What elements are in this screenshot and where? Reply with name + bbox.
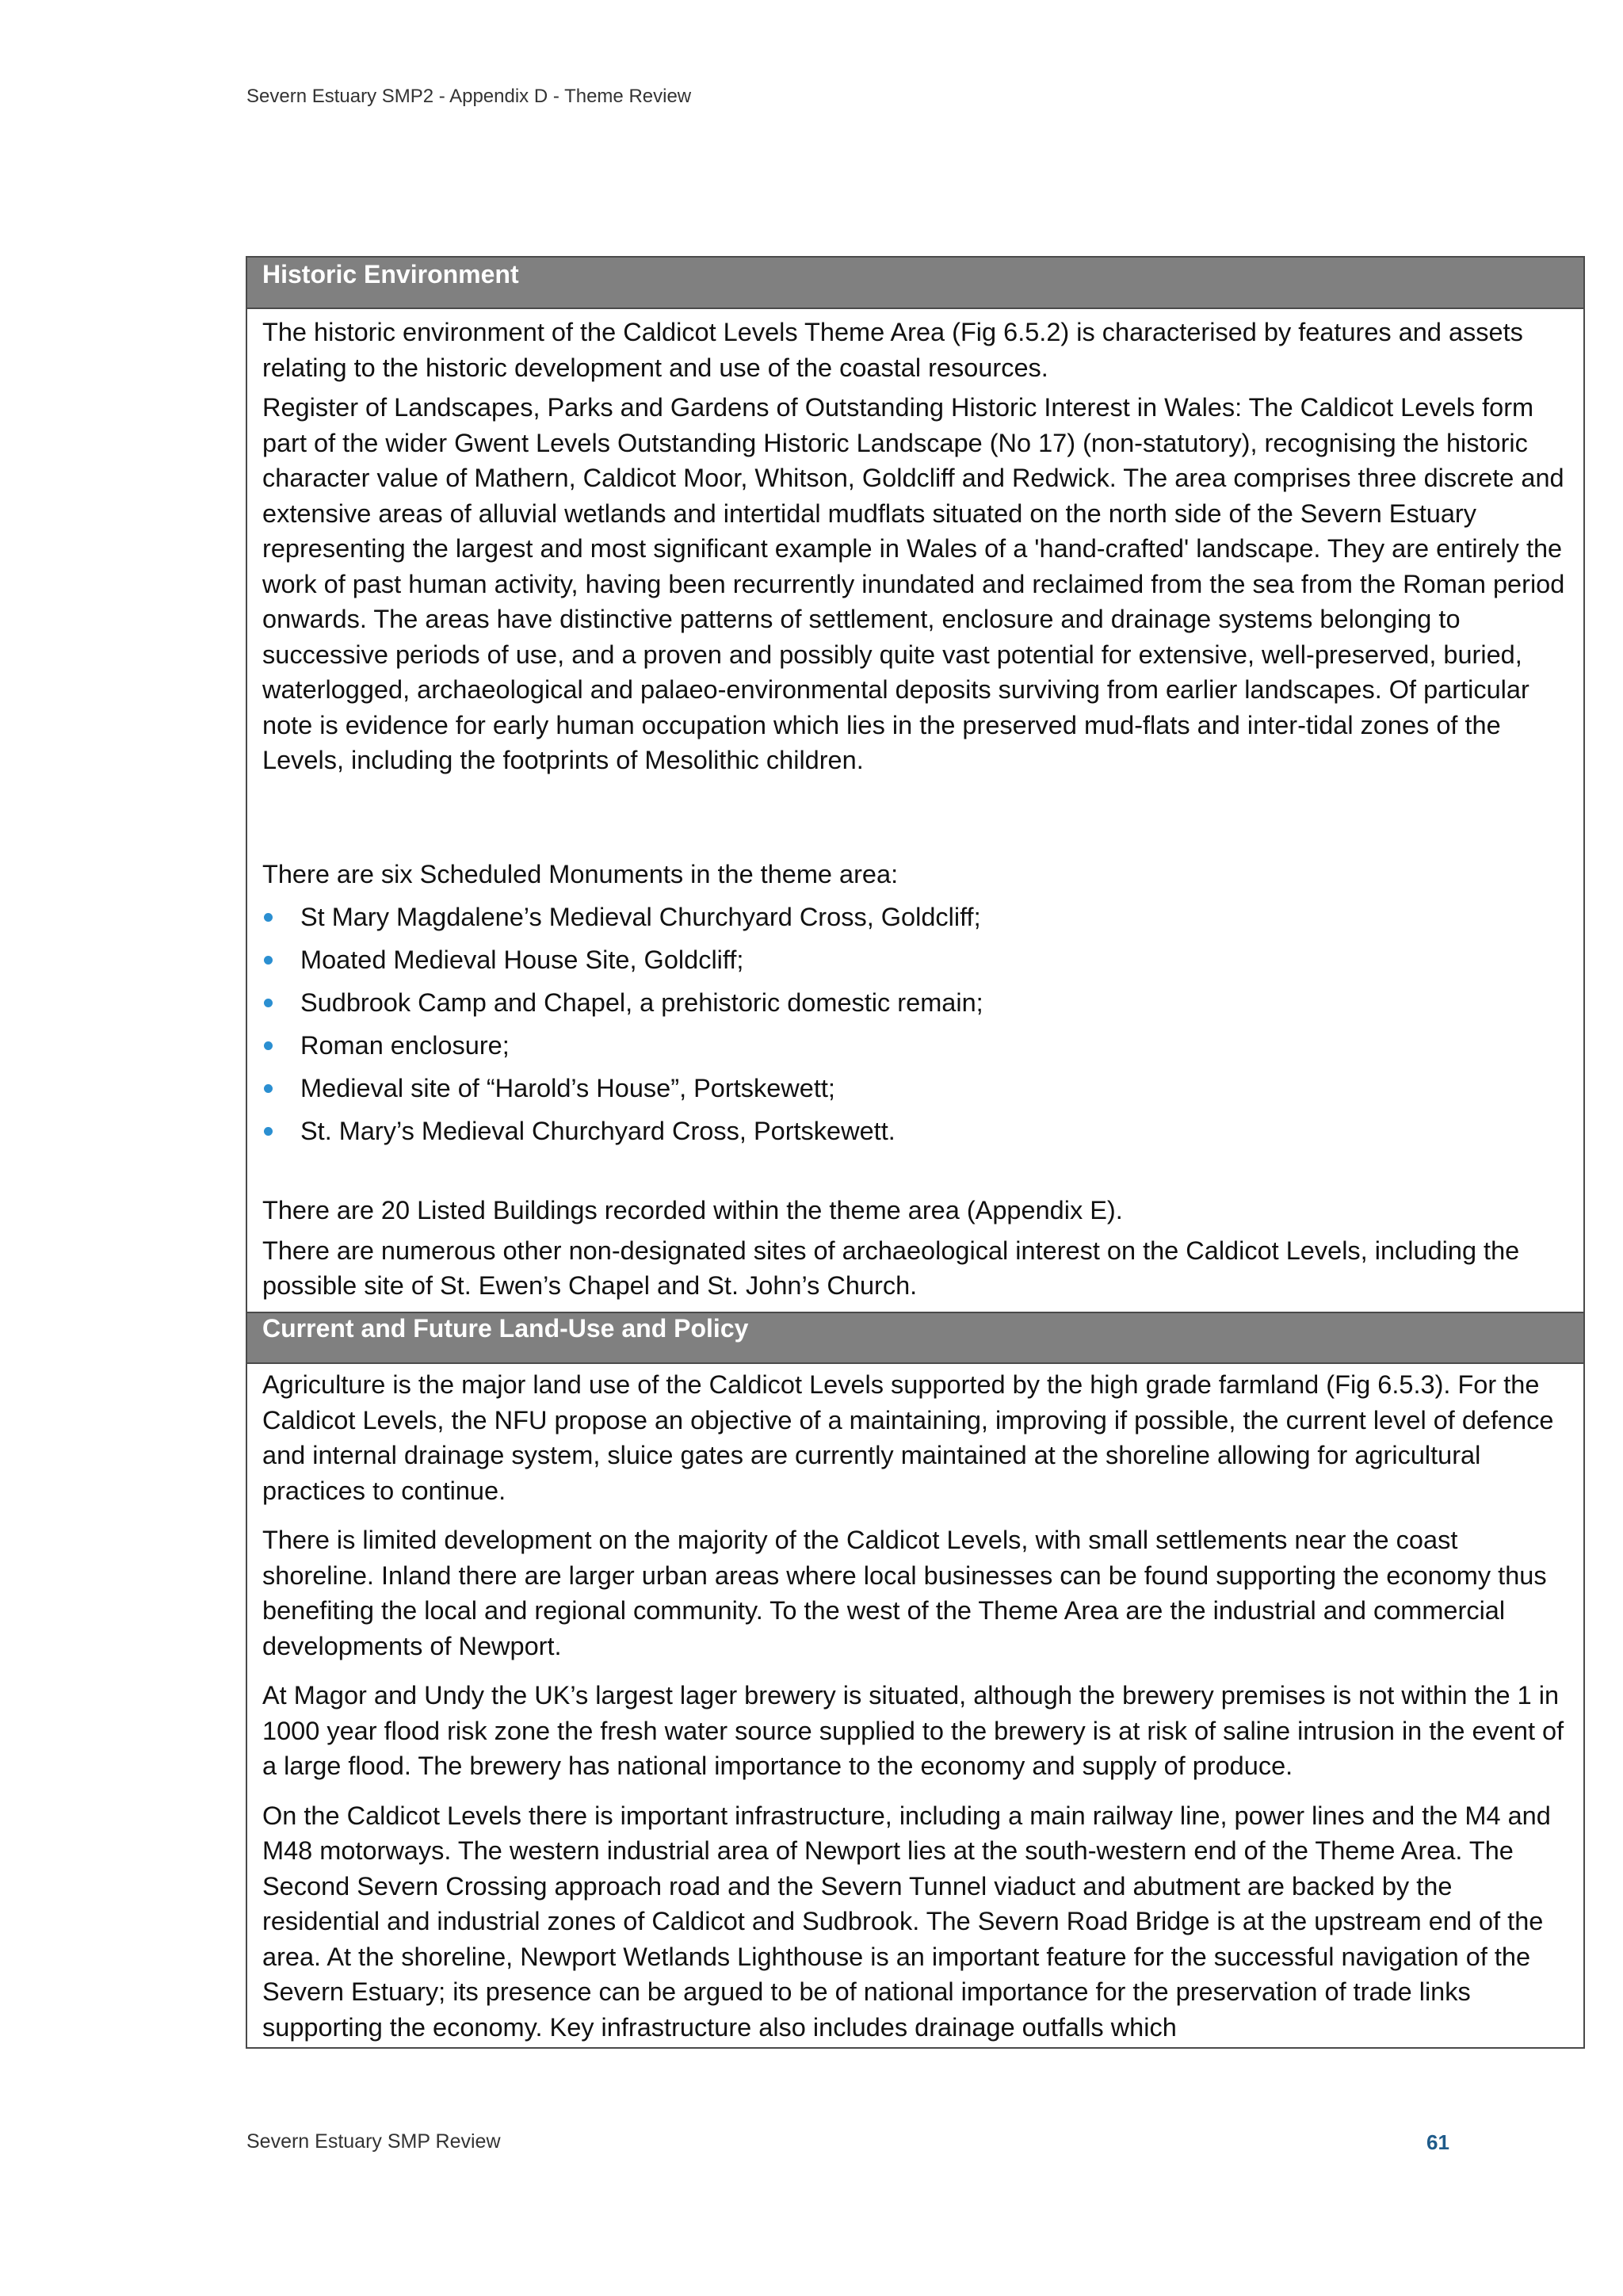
other-sites: There are numerous other non-designated sites of archaeological interest on the Caldicot Levels, including the possible site of St. Ewen’s Chapel and St. John’s Church. xyxy=(262,1236,1520,1300)
listed-buildings-block xyxy=(262,1193,1570,1304)
monuments-intro: There are six Scheduled Monuments in the theme area: xyxy=(262,860,899,888)
running-header: Severn Estuary SMP2 - Appendix D - Theme Review xyxy=(246,86,692,107)
list-item xyxy=(262,1028,1570,1071)
bullet-icon xyxy=(264,913,273,922)
land-use-block xyxy=(262,1367,1570,2045)
monument-text: Roman enclosure; xyxy=(300,1031,510,1060)
bullet-icon xyxy=(264,1127,273,1136)
monument-text: St. Mary’s Medieval Churchyard Cross, Portskewett. xyxy=(300,1117,896,1145)
land-use-paragraph-2: There is limited development on the majority of the Caldicot Levels, with small settlements near the coast shoreline. Inland there are larger urban areas where local businesses can be found supporting the economy thus benefiting the local and regional community. To the west of the Theme Area are the industrial and commercial developments of Newport. xyxy=(262,1526,1547,1660)
land-use-paragraph-1: Agriculture is the major land use of the Caldicot Levels supported by the high grade farmland (Fig 6.5.3). For the Caldicot Levels, the NFU propose an objective of a maintaining, improving if possible, the current level of defence and internal drainage system, sluice gates are currently maintained at the shoreline allowing for agricultural practices to continue. xyxy=(262,1370,1554,1505)
monument-text: Medieval site of “Harold’s House”, Portskewett; xyxy=(300,1074,835,1102)
monument-text: St Mary Magdalene’s Medieval Churchyard Cross, Goldcliff; xyxy=(300,903,981,931)
list-item xyxy=(262,900,1570,942)
land-use-heading: Current and Future Land-Use and Policy xyxy=(247,1312,1583,1364)
land-use-paragraph-3: At Magor and Undy the UK’s largest lager brewery is situated, although the brewery premises is not within the 1 in 1000 year flood risk zone the fresh water source supplied to the brewery is at risk of saline intrusion in the event of a large flood. The brewery has national importance to the economy and supply of produce. xyxy=(262,1681,1564,1780)
listed-buildings: There are 20 Listed Buildings recorded within the theme area (Appendix E). xyxy=(262,1196,1123,1224)
list-item xyxy=(262,942,1570,985)
monument-text: Moated Medieval House Site, Goldcliff; xyxy=(300,946,744,974)
footer-title: Severn Estuary SMP Review xyxy=(246,2130,501,2153)
historic-intro-block xyxy=(262,315,1570,778)
bullet-icon xyxy=(264,1084,273,1093)
bullet-icon xyxy=(264,1041,273,1050)
list-item xyxy=(262,1071,1570,1114)
land-use-paragraph-4: On the Caldicot Levels there is important infrastructure, including a main railway line, power lines and the M4 and M48 motorways. The western industrial area of Newport lies at the south-western end of the Theme Area. The Second Severn Crossing approach road and the Severn Tunnel viaduct and abutment are backed by the residential and industrial zones of Caldicot and Sudbrook. The Severn Road Bridge is at the upstream end of the area. At the shoreline, Newport Wetlands Lighthouse is an important feature for the successful navigation of the Severn Estuary; its presence can be argued to be of national importance for the preservation of trade links supporting the economy. Key infrastructure also includes drainage outfalls which xyxy=(262,1801,1551,2042)
monuments-list xyxy=(262,900,1570,1156)
theme-review-table xyxy=(246,256,1585,2049)
historic-environment-heading: Historic Environment xyxy=(247,258,1583,309)
bullet-icon xyxy=(264,999,273,1007)
list-item xyxy=(262,985,1570,1028)
monument-text: Sudbrook Camp and Chapel, a prehistoric domestic remain; xyxy=(300,988,983,1017)
historic-intro: The historic environment of the Caldicot Levels Theme Area (Fig 6.5.2) is characterised by features and assets relating to the historic development and use of the coastal resources. xyxy=(262,318,1523,382)
page-number: 61 xyxy=(1426,2130,1449,2154)
historic-register-paragraph: Register of Landscapes, Parks and Gardens of Outstanding Historic Interest in Wales: The Caldicot Levels form part of the wider Gwent Levels Outstanding Historic Landscape (No 17) (non-statutory), recognising the historic character value of Mathern, Caldicot Moor, Whitson, Goldcliff and Redwick. The area comprises three discrete and extensive areas of alluvial wetlands and intertidal mudflats situated on the north side of the Severn Estuary representing the largest and most significant example in Wales of a 'hand-crafted' landscape. They are entirely the work of past human activity, having been recurrently inundated and reclaimed from the sea from the Roman period onwards. The areas have distinctive patterns of settlement, enclosure and drainage systems belonging to successive periods of use, and a proven and possibly quite vast potential for extensive, well-preserved, buried, waterlogged, archaeological and palaeo-environmental deposits surviving from earlier landscapes. Of particular note is evidence for early human occupation which lies in the preserved mud-flats and inter-tidal zones of the Levels, including the footprints of Mesolithic children. xyxy=(262,393,1565,774)
list-item xyxy=(262,1114,1570,1156)
bullet-icon xyxy=(264,956,273,965)
